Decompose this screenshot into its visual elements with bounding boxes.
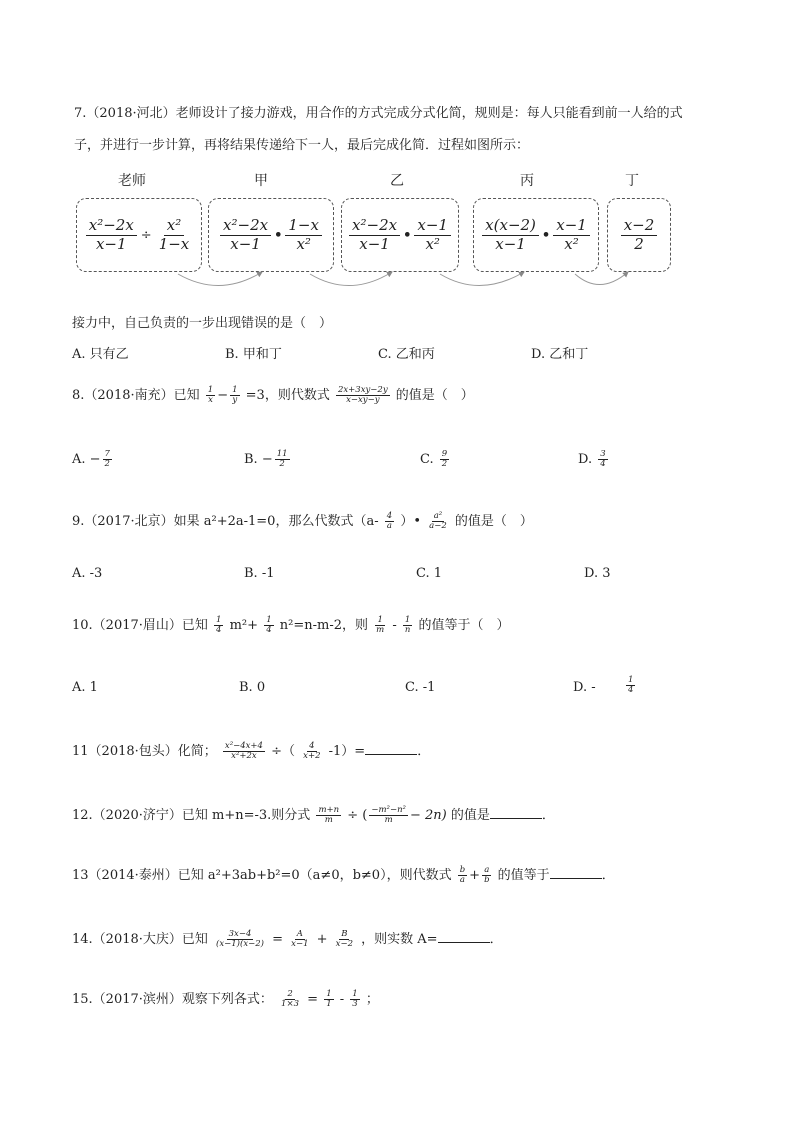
option-label: A. − bbox=[72, 451, 101, 467]
fraction bbox=[264, 616, 273, 635]
numerator: 7 bbox=[104, 449, 110, 459]
denominator: 2 bbox=[104, 458, 110, 469]
q10-option-a: A. 1 bbox=[72, 680, 98, 695]
fraction bbox=[350, 990, 359, 1009]
numerator: 2x+3xy−2y bbox=[337, 385, 388, 396]
numerator: x−2 bbox=[621, 218, 658, 236]
denominator: m bbox=[376, 625, 385, 635]
q12-end: ． bbox=[541, 808, 555, 823]
fraction bbox=[301, 742, 322, 761]
q14-plus: + bbox=[316, 932, 328, 947]
q11-mid: ÷（ bbox=[271, 744, 296, 759]
q14-prefix: 14.（2018·大庆）已知 bbox=[72, 932, 208, 947]
q15-end: ； bbox=[365, 992, 379, 1007]
fraction bbox=[230, 386, 239, 405]
fraction bbox=[279, 990, 301, 1009]
numerator: x−1 bbox=[553, 218, 590, 236]
denominator: 2 bbox=[279, 458, 285, 469]
denominator: 4 bbox=[600, 458, 606, 469]
numerator: m+n bbox=[318, 805, 340, 816]
numerator: a² bbox=[433, 511, 443, 522]
denominator: x² bbox=[296, 234, 311, 253]
fraction bbox=[626, 676, 635, 695]
relay-box-yi bbox=[341, 198, 459, 272]
fraction bbox=[336, 386, 390, 405]
numerator: a bbox=[484, 865, 490, 876]
q10-t2: n²=n-m-2，则 bbox=[279, 618, 368, 633]
fraction bbox=[275, 450, 290, 469]
q10-option-c: C. -1 bbox=[405, 680, 436, 695]
numerator: 3x−4 bbox=[228, 929, 252, 940]
fraction bbox=[598, 450, 607, 469]
q7-option-d: D. 乙和丁 bbox=[531, 347, 589, 362]
person-yi: 乙 bbox=[390, 173, 404, 189]
fraction bbox=[385, 512, 394, 531]
fraction bbox=[334, 930, 355, 949]
denominator: x−1 bbox=[359, 234, 390, 253]
operator: ÷ bbox=[140, 227, 152, 243]
q15-prefix: 15.（2017·滨州）观察下列各式： bbox=[72, 992, 273, 1007]
numerator: x(x−2) bbox=[482, 218, 539, 236]
numerator: −m²−n² bbox=[371, 805, 406, 816]
answer-blank[interactable] bbox=[365, 742, 417, 755]
q9-option-c: C. 1 bbox=[416, 566, 443, 581]
denominator: 1−x bbox=[158, 234, 190, 253]
numerator: 1 bbox=[352, 989, 358, 1000]
option-label: D. - bbox=[573, 680, 596, 695]
q9-option-d: D. 3 bbox=[584, 566, 611, 581]
q9-stem bbox=[72, 510, 533, 531]
numerator: x²−2x bbox=[86, 218, 137, 236]
denominator: x²+2x bbox=[231, 751, 257, 761]
numerator: x²−2x bbox=[220, 218, 271, 236]
person-bing: 丙 bbox=[520, 173, 534, 189]
q13-stem bbox=[72, 864, 615, 885]
q11-prefix: 11（2018·包头）化简； bbox=[72, 744, 217, 759]
numerator: x²−2x bbox=[349, 218, 400, 236]
fraction bbox=[214, 930, 266, 949]
q8-suffix: 的值是（ ） bbox=[395, 388, 474, 403]
relay-box-ding bbox=[607, 198, 671, 272]
denominator: x−2 bbox=[335, 939, 353, 949]
fraction bbox=[285, 215, 322, 253]
denominator: n bbox=[404, 625, 411, 635]
q12-mid: ÷ ( bbox=[347, 808, 368, 823]
fraction bbox=[458, 866, 467, 885]
q10-option-d-fraction bbox=[624, 676, 637, 695]
q14-stem bbox=[72, 928, 503, 949]
relay-box-teacher bbox=[76, 198, 202, 272]
option-label: D. bbox=[578, 451, 597, 467]
denominator: m bbox=[324, 815, 333, 825]
fraction bbox=[349, 215, 400, 253]
fraction bbox=[369, 806, 408, 825]
relay-box-jia bbox=[208, 198, 334, 272]
answer-blank[interactable] bbox=[550, 866, 602, 879]
q8-option-c bbox=[420, 450, 451, 469]
fraction bbox=[86, 215, 137, 253]
q11-end: ． bbox=[417, 744, 431, 759]
denominator: x−1 bbox=[230, 234, 261, 253]
numerator: 2 bbox=[287, 989, 293, 1000]
numerator: b bbox=[459, 865, 466, 876]
q10-suffix: 的值等于（ ） bbox=[418, 618, 510, 633]
answer-blank[interactable] bbox=[438, 930, 490, 943]
fraction bbox=[427, 512, 449, 531]
q13-prefix: 13（2014·泰州）已知 a²+3ab+b²=0（a≠0，b≠0），则代数式 bbox=[72, 868, 452, 883]
arrow-1 bbox=[178, 272, 262, 286]
fraction bbox=[621, 215, 658, 253]
q8-option-a bbox=[72, 450, 114, 469]
person-jia: 甲 bbox=[254, 173, 268, 189]
numerator: B bbox=[341, 929, 348, 940]
denominator: 4 bbox=[628, 684, 634, 695]
fraction bbox=[316, 806, 341, 825]
fraction bbox=[223, 742, 265, 761]
numerator: 1 bbox=[326, 989, 332, 1000]
option-label: C. bbox=[420, 451, 438, 467]
q8-option-d bbox=[578, 450, 610, 469]
fraction bbox=[482, 215, 539, 253]
fraction bbox=[553, 215, 590, 253]
arrow-2 bbox=[310, 272, 392, 286]
q12-prefix: 12.（2020·济宁）已知 m+n=-3.则分式 bbox=[72, 808, 311, 823]
operator: • bbox=[541, 227, 551, 243]
q7-line1: 7.（2018·河北）老师设计了接力游戏，用合作的方式完成分式化简，规则是：每人只能看到前一人给的式 bbox=[74, 106, 683, 121]
q15-stem bbox=[72, 988, 379, 1009]
q7-line2: 子，并进行一步计算，再将结果传递给下一人，最后完成化简．过程如图所示： bbox=[74, 138, 530, 153]
q7-option-a: A. 只有乙 bbox=[72, 347, 129, 362]
denominator: x−1 bbox=[291, 939, 309, 949]
q12-stem bbox=[72, 804, 555, 825]
q14-eq: = bbox=[272, 932, 284, 947]
numerator: 4 bbox=[309, 741, 315, 752]
fraction bbox=[374, 616, 386, 635]
q9-option-b: B. -1 bbox=[244, 566, 275, 581]
person-teacher: 老师 bbox=[118, 173, 146, 189]
q14-end: ． bbox=[489, 932, 503, 947]
denominator: x−1 bbox=[95, 234, 127, 253]
q10-option-d bbox=[573, 680, 596, 695]
numerator: 1 bbox=[266, 615, 272, 626]
denominator: (x−1)(x−2) bbox=[216, 939, 264, 949]
numerator: x−1 bbox=[414, 218, 451, 236]
q11-suffix: -1）= bbox=[328, 744, 366, 759]
q9-option-a: A. -3 bbox=[72, 566, 103, 581]
relay-box-bing bbox=[473, 198, 599, 272]
q8-prefix: 8.（2018·南充）已知 bbox=[72, 388, 200, 403]
numerator: A bbox=[296, 929, 303, 940]
denominator: 1 bbox=[326, 999, 332, 1009]
numerator: 1 bbox=[377, 615, 383, 626]
denominator: 2 bbox=[634, 234, 644, 253]
denominator: m bbox=[384, 815, 393, 825]
q10-prefix: 10.（2017·眉山）已知 bbox=[72, 618, 208, 633]
q15-minus: - bbox=[339, 992, 345, 1007]
numerator: 1−x bbox=[285, 218, 322, 236]
numerator: 1 bbox=[216, 615, 222, 626]
q14-suffix: ，则实数 A= bbox=[361, 932, 438, 947]
q11-stem bbox=[72, 740, 430, 761]
denominator: x bbox=[208, 395, 213, 405]
q8-mid: =3，则代数式 bbox=[245, 388, 330, 403]
numerator: 1 bbox=[232, 385, 238, 396]
q12-suffix: 的值是 bbox=[450, 808, 490, 823]
denominator: x² bbox=[425, 234, 440, 253]
denominator: x−xy−y bbox=[346, 395, 380, 405]
q9-suffix: 的值是（ ） bbox=[454, 514, 533, 529]
fraction bbox=[324, 990, 333, 1009]
answer-blank[interactable] bbox=[490, 806, 542, 819]
denominator: x+2 bbox=[303, 751, 321, 761]
fraction bbox=[220, 215, 271, 253]
q10-minus: - bbox=[392, 618, 397, 633]
person-ding: 丁 bbox=[625, 173, 639, 189]
denominator: x² bbox=[564, 234, 579, 253]
denominator: y bbox=[232, 395, 238, 405]
arrow-4 bbox=[575, 272, 628, 285]
numerator: 1 bbox=[207, 385, 214, 396]
numerator: x² bbox=[164, 218, 184, 236]
numerator: 1 bbox=[404, 615, 411, 626]
fraction bbox=[414, 215, 451, 253]
arrow-3 bbox=[440, 272, 524, 286]
q13-end: ． bbox=[601, 868, 615, 883]
numerator: 9 bbox=[441, 449, 448, 459]
q7-option-c: C. 乙和丙 bbox=[378, 347, 435, 362]
denominator: x−1 bbox=[495, 234, 526, 253]
fraction bbox=[214, 616, 223, 635]
relay-arrows bbox=[0, 262, 794, 302]
q15-eq: = bbox=[307, 992, 319, 1007]
q8-option-b bbox=[244, 450, 292, 469]
q8-stem: 8.（2018·南充）已知 $\frac{1}{x}$ − $\frac{1}{y}$ =3，则代数式 $\frac{2x+3xy-2y}{x-xy-y}$ 的值是（ ） bbox=[72, 385, 474, 405]
option-label: B. − bbox=[244, 451, 273, 467]
denominator: b bbox=[484, 875, 490, 885]
numerator: 3 bbox=[600, 449, 606, 459]
q7-option-b: B. 甲和丁 bbox=[225, 347, 282, 362]
operator: • bbox=[274, 227, 283, 243]
fraction bbox=[482, 866, 491, 885]
fraction bbox=[103, 450, 112, 469]
q10-stem bbox=[72, 614, 510, 635]
q13-suffix: 的值等于 bbox=[497, 868, 550, 883]
fraction bbox=[403, 616, 412, 635]
q13-plus: + bbox=[469, 868, 481, 883]
denominator: a−2 bbox=[429, 521, 447, 531]
fraction bbox=[440, 450, 449, 469]
numerator: 11 bbox=[276, 449, 288, 459]
q9-mid: ）• bbox=[400, 514, 421, 529]
denominator: 3 bbox=[352, 999, 358, 1009]
numerator: 4 bbox=[386, 511, 393, 522]
fraction bbox=[156, 215, 193, 253]
q10-t1: m²+ bbox=[229, 618, 259, 633]
denominator: a bbox=[459, 875, 465, 885]
fraction bbox=[289, 930, 310, 949]
denominator: 2 bbox=[441, 458, 448, 469]
numerator: x²−4x+4 bbox=[224, 741, 263, 752]
denominator: 4 bbox=[266, 625, 272, 635]
q7-question: 接力中，自己负责的一步出现错误的是（ ） bbox=[72, 316, 333, 331]
q9-prefix: 9.（2017·北京）如果 a²+2a-1=0，那么代数式（a- bbox=[72, 514, 379, 529]
denominator: 1×3 bbox=[281, 999, 299, 1009]
denominator: a bbox=[386, 521, 392, 531]
fraction bbox=[206, 386, 215, 405]
numerator: 1 bbox=[628, 675, 634, 685]
q10-option-b: B. 0 bbox=[239, 680, 266, 695]
q12-tail: − 2n) bbox=[409, 808, 447, 823]
operator: • bbox=[403, 227, 412, 243]
denominator: 4 bbox=[216, 625, 222, 635]
